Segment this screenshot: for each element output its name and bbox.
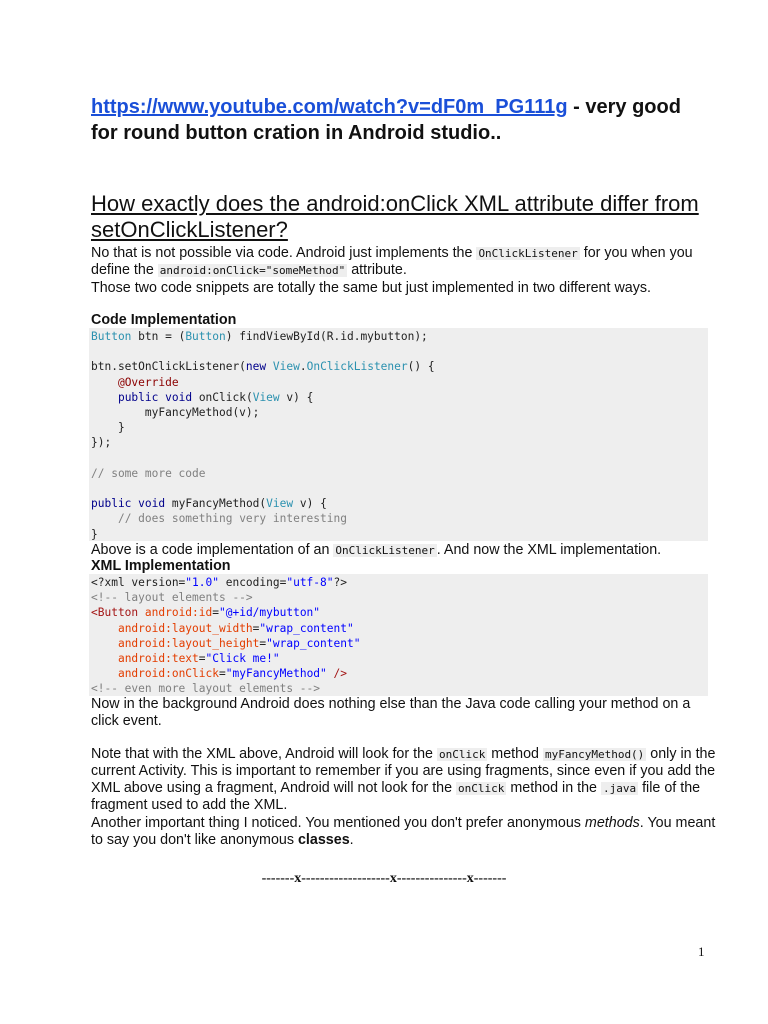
youtube-link[interactable]: https://www.youtube.com/watch?v=dF0m_PG111g — [91, 96, 568, 118]
text-span: . You meant to say you don't like anonymous — [91, 815, 716, 848]
xml-code-block: <?xml version="1.0" encoding="utf-8"?> <!-- layout elements --> <Button android:id="@+id/mybutton" android:layout_width="wrap_content" android:layout_height="wrap_content" android:text="Click me!" android:onClick="myFancyMethod" /> <!-- even more layout elements --> — [89, 574, 708, 696]
bold-text: classes — [297, 832, 350, 848]
text-span: No that is not possible via code. Android just implements the — [91, 245, 477, 261]
inline-code: onClick — [438, 748, 486, 761]
text-span: Above is a code implementation of an — [91, 542, 334, 558]
answer-paragraph-6 — [91, 815, 721, 849]
page-number: 1 — [698, 944, 705, 959]
text-span: for you when you define the — [91, 245, 693, 278]
text-span: Another important thing I noticed. You mentioned you don't prefer anonymous — [91, 815, 585, 831]
text-span: method — [487, 746, 543, 762]
text-span: only in the current Activity. This is important to remember if you are using fragments, since even if you add the XML above using a fragment, Android will not look for the — [91, 746, 716, 796]
italic-text: methods — [584, 815, 640, 831]
intro-text: - very good for round button cration in Android studio.. — [91, 96, 681, 144]
answer-paragraph-3 — [91, 542, 721, 559]
text-span: Note that with the XML above, Android will look for the — [91, 746, 437, 762]
question-heading: How exactly does the android:onClick XML attribute differ from setOnClickListener? — [91, 191, 699, 242]
code-implementation-heading: Code Implementation — [91, 312, 237, 328]
section-divider: -------x-------------------x---------------x------- — [261, 871, 507, 886]
inline-code: onClick — [458, 782, 505, 795]
inline-code: .java — [602, 782, 637, 795]
answer-paragraph-5 — [91, 746, 721, 814]
text-span: file of the fragment used to add the XML. — [91, 780, 701, 813]
answer-paragraph-2: Those two code snippets are totally the same but just implemented in two different ways. — [91, 280, 651, 296]
inline-code: OnClickListener — [478, 247, 578, 260]
java-code-block: Button btn = (Button) findViewById(R.id.mybutton); btn.setOnClickListener(new View.OnClickListener() { @Override public void onClick(View v) { myFancyMethod(v); } }); // some more code public void myFancyMethod(View v) { // does something very interesting } — [89, 328, 708, 541]
xml-implementation-heading: XML Implementation — [91, 558, 231, 574]
text-span: method in the — [506, 780, 601, 796]
intro-line — [91, 94, 711, 146]
text-span: . — [349, 832, 354, 848]
inline-code: myFancyMethod() — [544, 748, 645, 761]
inline-code: android:onClick="someMethod" — [159, 264, 346, 277]
text-span: . And now the XML implementation. — [436, 542, 662, 558]
text-span: attribute. — [347, 262, 407, 278]
answer-paragraph-4: Now in the background Android does nothing else than the Java code calling your method on a click event. — [91, 696, 691, 729]
inline-code: OnClickListener — [335, 544, 435, 557]
answer-paragraph-1 — [91, 245, 721, 279]
